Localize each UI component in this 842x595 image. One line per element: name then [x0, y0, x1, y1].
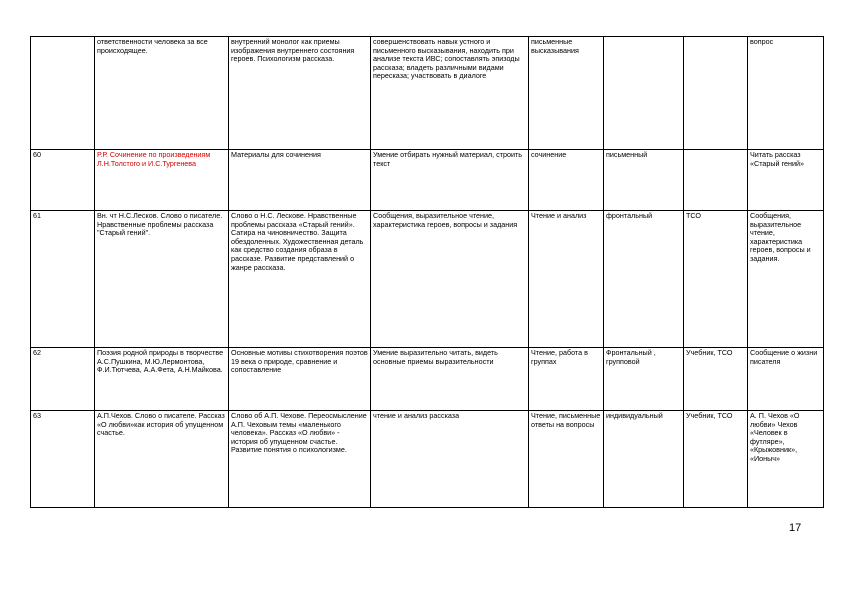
cell-num: 61 [31, 211, 95, 348]
cell-activity: Чтение и анализ [529, 211, 604, 348]
cell-form: письменный [604, 150, 684, 211]
cell-activity: Чтение, письменные ответы на вопросы [529, 411, 604, 508]
cell-tools: Учебник, ТСО [684, 348, 748, 411]
cell-content: Основные мотивы стихотворения поэтов 19 века о природе, сравнение и сопоставление [229, 348, 371, 411]
cell-activity: Чтение, работа в группах [529, 348, 604, 411]
cell-form: индивидуальный [604, 411, 684, 508]
cell-skills: Умение отбирать нужный материал, строить текст [371, 150, 529, 211]
cell-content: Слово о Н.С. Лескове. Нравственные проблемы рассказа «Старый гений». Сатира на чиновничество. Защита обездоленных. Художественная деталь как средство создания образа в рассказе. Развитие представлений о жанре рассказа. [229, 211, 371, 348]
table-row [31, 37, 824, 150]
table-row [31, 211, 824, 348]
cell-topic: ответственности человека за все происходящее. [95, 37, 229, 150]
cell-homework: Сообщение о жизни писателя [748, 348, 824, 411]
table-row [31, 348, 824, 411]
cell-homework: А. П. Чехов «О любви» Чехов «Человек в футляре», «Крыжовник», «Ионыч» [748, 411, 824, 508]
cell-num [31, 37, 95, 150]
cell-topic: Вн. чт Н.С.Лесков. Слово о писателе. Нравственные проблемы рассказа "Старый гений". [95, 211, 229, 348]
cell-skills: совершенствовать навык устного и письменного высказывания, находить при анализе текста ИВС; сопоставлять эпизоды рассказа; владеть различными видами пересказа; участвовать в диалоге [371, 37, 529, 150]
table-body [31, 37, 824, 508]
cell-skills: чтение и анализ рассказа [371, 411, 529, 508]
cell-num: 62 [31, 348, 95, 411]
table-row [31, 411, 824, 508]
cell-num: 60 [31, 150, 95, 211]
cell-tools [684, 150, 748, 211]
cell-activity: сочинение [529, 150, 604, 211]
cell-activity: письменные высказывания [529, 37, 604, 150]
table-row [31, 150, 824, 211]
cell-form: Фронтальный , групповой [604, 348, 684, 411]
cell-topic: Поэзия родной природы в творчестве А.С.Пушкина, М.Ю.Лермонтова, Ф.И.Тютчева, А.А.Фета, А.Н.Майкова. [95, 348, 229, 411]
cell-content: Слово об А.П. Чехове. Переосмысление А.П. Чеховым темы «маленького человека». Рассказ «О любви» - история об упущенном счастье. Развитие понятия о психологизме. [229, 411, 371, 508]
page-number: 17 [789, 522, 802, 534]
cell-homework: вопрос [748, 37, 824, 150]
cell-form [604, 37, 684, 150]
cell-tools [684, 37, 748, 150]
cell-tools: ТСО [684, 211, 748, 348]
cell-skills: Умение выразительно читать, видеть основные приемы выразительности [371, 348, 529, 411]
cell-num: 63 [31, 411, 95, 508]
cell-topic: А.П.Чехов. Слово о писателе. Рассказ «О любви»как история об упущенном счастье. [95, 411, 229, 508]
lesson-plan-table [30, 36, 824, 508]
cell-content: внутренний монолог как приемы изображения внутреннего состояния героев. Психологизм рассказа. [229, 37, 371, 150]
cell-content: Материалы для сочинения [229, 150, 371, 211]
cell-homework: Читать рассказ «Старый гений» [748, 150, 824, 211]
cell-topic: Р.Р. Сочинение по произведениям Л.Н.Толстого и И.С.Тургенева [95, 150, 229, 211]
cell-form: фронтальный [604, 211, 684, 348]
cell-tools: Учебник, ТСО [684, 411, 748, 508]
cell-skills: Сообщения, выразительное чтение, характеристика героев, вопросы и задания [371, 211, 529, 348]
cell-homework: Сообщения, выразительное чтение, характеристика героев, вопросы и задания. [748, 211, 824, 348]
